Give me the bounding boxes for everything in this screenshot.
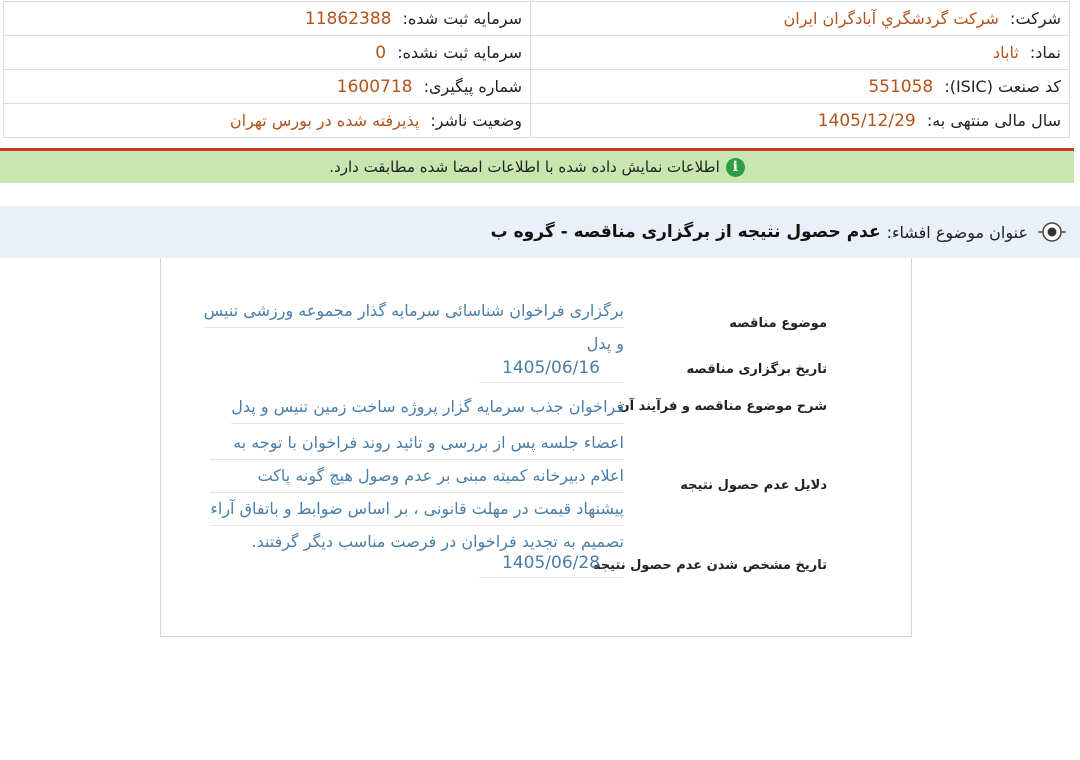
text-line: تصمیم به تجدید فراخوان در فرصت مناسب دیگر گرفتند. <box>251 532 624 551</box>
capital-registered-label: سرمایه ثبت شده: <box>402 8 522 28</box>
tender-details-box <box>160 258 912 637</box>
info-row <box>4 70 1070 104</box>
company-label: شرکت: <box>1010 9 1061 28</box>
tracking-label: شماره پیگیری: <box>423 76 522 96</box>
subject-label: عنوان موضوع افشاء: <box>886 222 1028 242</box>
info-row <box>4 2 1070 36</box>
notice-text: اطلاعات نمایش داده شده با اطلاعات امضا شده مطابقت دارد. <box>329 158 720 176</box>
company-cell <box>531 2 1070 36</box>
tracking-cell <box>4 70 531 104</box>
subject-bar <box>0 206 1080 258</box>
fiscal-year-cell <box>531 104 1070 138</box>
description-label: شرح موضوع مناقصه و فرآیند آن <box>618 399 827 414</box>
company-info-table <box>3 1 1070 138</box>
tender-subject-label: موضوع مناقصه <box>729 316 827 331</box>
capital-registered-cell <box>4 2 531 36</box>
fiscal-year-value: 1405/12/29 <box>817 110 916 131</box>
tender-date-value: 1405/06/16 <box>479 355 624 383</box>
reasons-label: دلایل عدم حصول نتیجه <box>680 478 827 493</box>
text-line: فراخوان جذب سرمایه گزار پروژه ساخت زمین تنیس و پدل <box>231 391 624 424</box>
text-line: اعلام دبیرخانه کمیته مبنی بر عدم وصول هیچ گونه پاکت <box>210 460 624 493</box>
result-date-label: تاریخ مشخص شدن عدم حصول نتیجه <box>592 558 827 573</box>
info-icon: i <box>726 158 745 177</box>
description-value <box>231 391 624 424</box>
subject-title: عدم حصول نتیجه از برگزاری مناقصه - گروه ب <box>490 222 881 242</box>
text-line: و پدل <box>586 334 624 353</box>
target-icon <box>1038 218 1066 246</box>
company-value[interactable]: شرکت گردشگري آبادگران ايران <box>783 9 999 28</box>
info-row <box>4 36 1070 70</box>
reasons-value <box>210 427 624 558</box>
tender-subject-value <box>204 295 624 360</box>
status-value: پذیرفته شده در بورس تهران <box>229 111 420 130</box>
symbol-cell <box>531 36 1070 70</box>
info-row <box>4 104 1070 138</box>
result-date-value: 1405/06/28 <box>479 550 624 578</box>
isic-value: 551058 <box>868 76 934 97</box>
isic-cell <box>531 70 1070 104</box>
text-line: پیشنهاد قیمت در مهلت قانونی ، بر اساس ضوابط و باتفاق آراء <box>210 493 624 526</box>
tender-date-label: تاریخ برگزاری مناقصه <box>686 362 827 377</box>
status-label: وضعیت ناشر: <box>430 111 522 130</box>
isic-label: کد صنعت (ISIC): <box>944 76 1061 96</box>
text-line: اعضاء جلسه پس از بررسی و تائید روند فراخوان با توجه به <box>210 427 624 460</box>
fiscal-year-label: سال مالی منتهی به: <box>926 110 1061 130</box>
text-line: برگزاری فراخوان شناسائی سرمایه گذار مجموعه ورزشی تنیس <box>204 295 624 328</box>
tracking-value: 1600718 <box>336 76 413 97</box>
capital-unregistered-label: سرمایه ثبت نشده: <box>397 42 522 62</box>
status-cell <box>4 104 531 138</box>
symbol-value[interactable]: ثاباد <box>993 43 1019 62</box>
verification-notice <box>0 151 1074 183</box>
symbol-label: نماد: <box>1029 43 1061 62</box>
capital-unregistered-cell <box>4 36 531 70</box>
capital-registered-value: 11862388 <box>304 8 392 29</box>
capital-unregistered-value: 0 <box>375 42 387 63</box>
